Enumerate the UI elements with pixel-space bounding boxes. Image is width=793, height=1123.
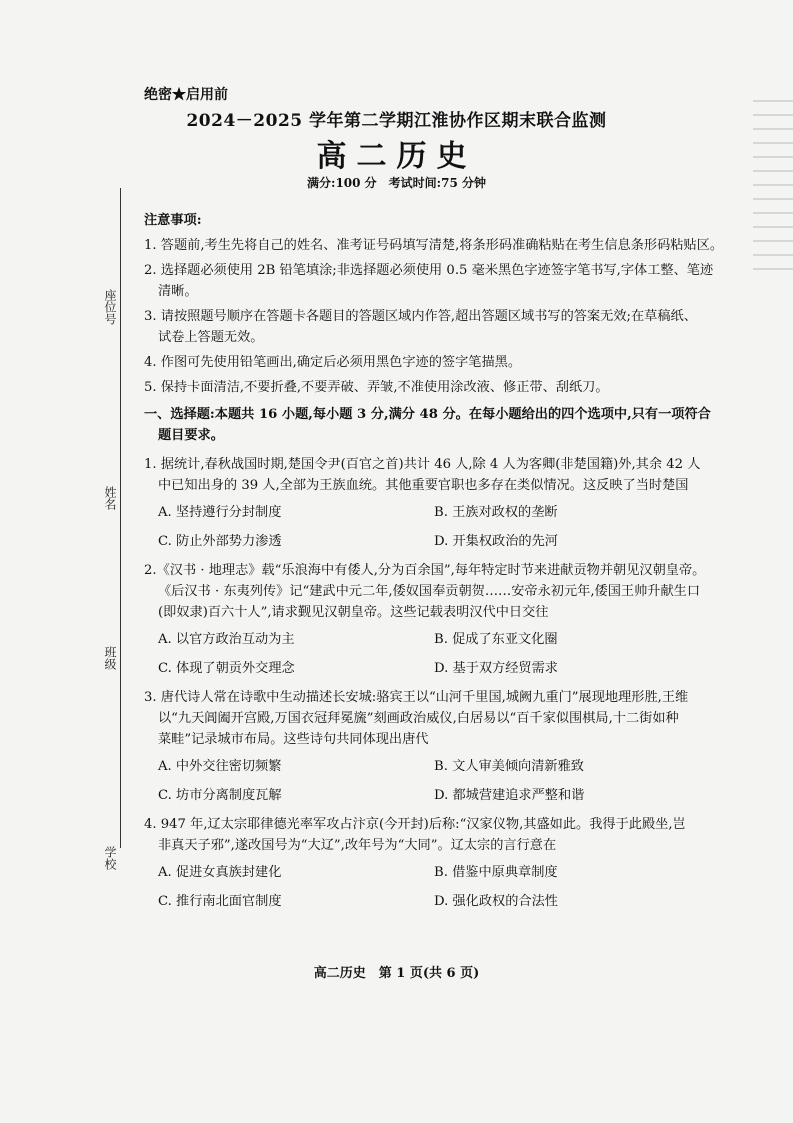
question-stem-cont: 《后汉书 · 东夷列传》记“建武中元二年,倭奴国奉贡朝贺……安帝永初元年,倭国王帅升献生口	[158, 584, 701, 599]
section-heading	[144, 404, 754, 446]
note-text: 5. 保持卡面清洁,不要折叠,不要弄破、弄皱,不准使用涂改液、修正带、刮纸刀。	[144, 380, 609, 395]
note-item	[144, 352, 754, 373]
options	[158, 862, 754, 912]
question-stem: 3. 唐代诗人常在诗歌中生动描述长安城:骆宾王以“山河千里国,城阙九重门”展现地理形胜,王维	[144, 690, 689, 705]
note-item	[144, 235, 754, 256]
question-4	[144, 814, 754, 912]
page-footer: 高二历史 第 1 页(共 6 页)	[313, 966, 480, 981]
question-3	[144, 687, 754, 806]
question-stem: 1. 据统计,春秋战国时期,楚国令尹(百官之首)共计 46 人,除 4 人为客卿(非楚国籍)外,其余 42 人	[144, 457, 701, 472]
option-a: A. 坚持遵行分封制度	[158, 505, 282, 520]
option-c: C. 体现了朝贡外交理念	[158, 661, 295, 676]
school-label: 学校	[102, 842, 119, 874]
note-text-cont: 清晰。	[158, 284, 198, 299]
option-b: B. 文人审美倾向清新雅致	[434, 759, 584, 774]
option-c: C. 推行南北面官制度	[158, 894, 282, 909]
note-item	[144, 377, 754, 398]
subject-title: 高二历史	[316, 139, 477, 174]
option-d: D. 基于双方经贸需求	[434, 661, 558, 676]
options	[158, 756, 754, 806]
option-a: A. 促进女真族封建化	[158, 865, 282, 880]
question-stem: 4. 947 年,辽太宗耶律德光率军攻占汴京(今开封)后称:“汉家仪物,其盛如此。我得于此殿坐,岂	[144, 817, 686, 832]
option-a: A. 以官方政治互动为主	[158, 632, 295, 647]
question-stem-cont: 非真天子邪”,遂改国号为“大辽”,改年号为“大同”。辽太宗的言行意在	[158, 838, 557, 853]
note-text: 2. 选择题必须使用 2B 铅笔填涂;非选择题必须使用 0.5 毫米黑色字迹签字笔书写,字体工整、笔迹	[144, 263, 714, 278]
exam-title: 2024－2025 学年第二学期江淮协作区期末联合监测	[186, 111, 607, 131]
note-item	[144, 306, 754, 348]
option-a: A. 中外交往密切频繁	[158, 759, 282, 774]
question-stem-cont: 中已知出身的 39 人,全部为王族血统。其他重要官职也多存在类似情况。这反映了当时楚国	[158, 478, 689, 493]
note-item	[144, 260, 754, 302]
note-text-cont: 试卷上答题无效。	[158, 330, 264, 345]
binding-line	[120, 188, 121, 848]
option-c: C. 防止外部势力渗透	[158, 534, 282, 549]
section-text: 一、选择题:本题共 16 小题,每小题 3 分,满分 48 分。在每小题给出的四个选项中,只有一项符合	[144, 407, 711, 422]
score-time-line: 满分:100 分 考试时间:75 分钟	[307, 176, 486, 190]
option-d: D. 强化政权的合法性	[434, 894, 558, 909]
options	[158, 629, 754, 679]
class-label: 班级	[102, 642, 119, 674]
question-2	[144, 560, 754, 679]
exam-content	[144, 210, 754, 912]
question-1	[144, 454, 754, 552]
option-d: D. 都城营建追求严整和谐	[434, 788, 585, 803]
note-text: 4. 作图可先使用铅笔画出,确定后必须用黑色字迹的签字笔描黑。	[144, 355, 522, 370]
option-b: B. 促成了东亚文化圈	[434, 632, 558, 647]
option-d: D. 开集权政治的先河	[434, 534, 558, 549]
option-c: C. 坊市分离制度瓦解	[158, 788, 282, 803]
name-label: 姓名	[102, 482, 119, 514]
options	[158, 502, 754, 552]
notes-heading: 注意事项:	[144, 213, 202, 228]
question-stem: 2.《汉书 · 地理志》载“乐浪海中有倭人,分为百余国”,每年特定时节来进献贡物并朝见汉朝皇帝。	[144, 563, 706, 578]
option-b: B. 王族对政权的垄断	[434, 505, 558, 520]
section-text-cont: 题目要求。	[158, 428, 224, 443]
note-text: 1. 答题前,考生先将自己的姓名、准考证号码填写清楚,将条形码准确粘贴在考生信息条形码粘贴区。	[144, 238, 724, 253]
confidential-mark: 绝密★启用前	[144, 87, 228, 103]
option-b: B. 借鉴中原典章制度	[434, 865, 558, 880]
question-stem-cont: 菜畦”记录城市布局。这些诗句共同体现出唐代	[158, 732, 429, 747]
question-stem-cont: 以“九天阊阖开宫殿,万国衣冠拜冕旒”刻画政治威仪,白居易以“百千家似围棋局,十二街如种	[158, 711, 679, 726]
question-stem-cont: (即奴隶)百六十人”,请求觐见汉朝皇帝。这些记载表明汉代中日交往	[158, 605, 549, 620]
seat-number-label: 座位号	[102, 285, 119, 329]
note-text: 3. 请按照题号顺序在答题卡各题目的答题区域内作答,超出答题区域书写的答案无效;在草稿纸、	[144, 309, 697, 324]
